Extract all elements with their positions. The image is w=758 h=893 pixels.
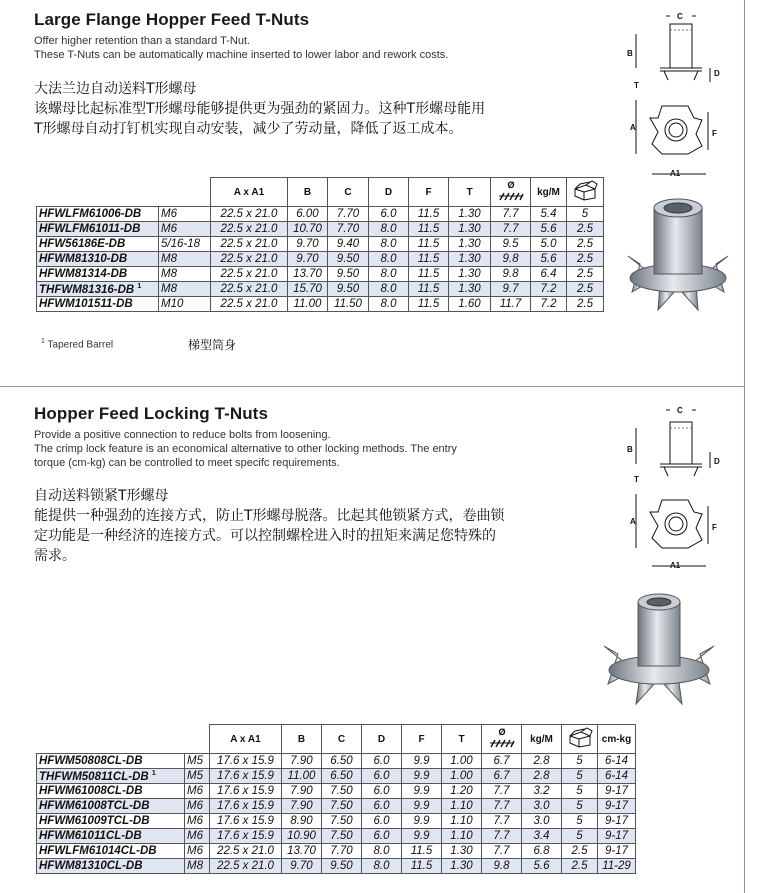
section1-cn-line2: T形螺母自动打钉机实现自动安装，减少了劳动量，降低了返工成本。 [34,121,463,137]
value-cell: 5 [562,814,598,829]
value-cell: 5.6 [531,252,567,267]
section-divider [0,386,744,387]
col-header-c: C [322,725,362,754]
value-cell: 9.50 [328,282,369,297]
value-cell: 5 [562,784,598,799]
value-cell: 9.9 [402,769,442,784]
value-cell: 1.30 [449,207,491,222]
col-header-d: D [362,725,402,754]
value-cell: 9.9 [402,799,442,814]
value-cell: 3.0 [522,814,562,829]
col-header-box [567,178,604,207]
part-code-cell: HFWLFM61014CL-DB [37,844,185,859]
thread-size-cell: M10 [159,297,211,312]
col-header-c: C [328,178,369,207]
tnut-photo-icon [596,588,722,708]
svg-text:T: T [634,81,639,90]
value-cell: 7.50 [322,829,362,844]
table-row [37,237,604,252]
col-header-box [562,725,598,754]
tnut-top-view-icon [622,96,732,186]
svg-text:A1: A1 [670,169,681,178]
value-cell: 5.6 [531,222,567,237]
thread-size-cell: M6 [159,207,211,222]
thread-size-cell: M8 [185,859,210,874]
value-cell: 8.0 [369,237,409,252]
part-code-cell: HFWLFM61006-DB [37,207,159,222]
section2-cn-line2: 定功能是一种经济的连接方式。可以控制螺栓进入时的扭矩来满足您特殊的 [34,528,496,544]
part-code-cell: HFWLFM61011-DB [37,222,159,237]
value-cell: 7.90 [282,799,322,814]
value-cell: 7.2 [531,282,567,297]
svg-text:Ø: Ø [497,726,506,737]
part-code-cell: HFWM81310-DB [37,252,159,267]
col-header-f: F [402,725,442,754]
value-cell: 7.7 [482,799,522,814]
value-cell: 22.5 x 21.0 [211,267,288,282]
section1-desc-line1: Offer higher retention than a standard T-Nut. [34,35,251,47]
value-cell: 6-14 [598,769,636,784]
value-cell: 3.0 [522,799,562,814]
section1-footnote: $^1$ Tapered Barrel [41,338,114,351]
value-cell: 9.50 [328,267,369,282]
svg-text:A: A [630,123,636,132]
value-cell: 2.5 [567,237,604,252]
value-cell: 11.5 [409,282,449,297]
value-cell: 9.9 [402,829,442,844]
table-row [37,252,604,267]
value-cell: 17.6 x 15.9 [210,799,282,814]
value-cell: 9.70 [288,252,328,267]
value-cell: 6-14 [598,754,636,769]
section1-spec-table [36,177,604,312]
value-cell: 7.7 [482,814,522,829]
value-cell: 22.5 x 21.0 [211,237,288,252]
part-code-cell: HFWM81310CL-DB [37,859,185,874]
value-cell: 6.0 [362,754,402,769]
value-cell: 7.50 [322,799,362,814]
value-cell: 9.70 [288,237,328,252]
thread-size-cell: M5 [185,769,210,784]
svg-text:Ø: Ø [506,179,515,190]
col-header-b: B [288,178,328,207]
value-cell: 5 [562,769,598,784]
col-header-b: B [282,725,322,754]
value-cell: 1.30 [449,282,491,297]
value-cell: 8.0 [369,222,409,237]
value-cell: 6.0 [362,829,402,844]
value-cell: 6.0 [362,799,402,814]
value-cell: 13.70 [288,267,328,282]
value-cell: 17.6 x 15.9 [210,814,282,829]
svg-text:B: B [627,445,633,454]
value-cell: 9.9 [402,814,442,829]
value-cell: 2.5 [562,844,598,859]
thread-diameter-icon [495,180,527,202]
value-cell: 1.30 [442,844,482,859]
value-cell: 9-17 [598,784,636,799]
section2-cn-line1: 能提供一种强劲的连接方式，防止T形螺母脱落。比起其他锁紧方式，卷曲锁 [34,508,505,524]
value-cell: 8.90 [282,814,322,829]
table-row [37,754,636,769]
value-cell: 1.30 [442,859,482,874]
value-cell: 6.0 [362,814,402,829]
value-cell: 7.7 [482,829,522,844]
part-code-cell: HFWM81314-DB [37,267,159,282]
svg-text:D: D [714,457,720,466]
value-cell: 11.5 [409,222,449,237]
col-header-axa1: A x A1 [211,178,288,207]
section1-desc-line2: These T-Nuts can be automatically machine inserted to lower labor and rework costs. [34,49,449,61]
thread-size-cell: M8 [159,252,211,267]
tnut-side-view-icon [622,402,732,482]
value-cell: 6.4 [531,267,567,282]
value-cell: 7.7 [482,844,522,859]
section2-cn-title: 自动送料锁紧T形螺母 [34,488,169,504]
value-cell: 17.6 x 15.9 [210,829,282,844]
value-cell: 1.30 [449,252,491,267]
value-cell: 11.00 [288,297,328,312]
table-row [37,267,604,282]
tnut-side-view-icon [622,8,732,88]
value-cell: 8.0 [362,859,402,874]
value-cell: 8.0 [369,267,409,282]
value-cell: 5.0 [531,237,567,252]
value-cell: 7.70 [328,222,369,237]
value-cell: 22.5 x 21.0 [211,222,288,237]
value-cell: 11.5 [402,844,442,859]
thread-size-cell: M8 [159,267,211,282]
value-cell: 7.50 [322,814,362,829]
value-cell: 11.50 [328,297,369,312]
value-cell: 5.6 [522,859,562,874]
value-cell: 9-17 [598,799,636,814]
value-cell: 8.0 [362,844,402,859]
col-header-d: D [369,178,409,207]
col-header-cmkg: cm-kg [598,725,636,754]
value-cell: 11.5 [409,237,449,252]
thread-size-cell: 5/16-18 [159,237,211,252]
svg-text:A1: A1 [670,561,681,570]
section2-desc-line1: Provide a positive connection to reduce bolts from loosening. [34,429,331,441]
value-cell: 2.5 [567,282,604,297]
col-header-thread [491,178,531,207]
table-row [37,784,636,799]
table-row [37,769,636,784]
value-cell: 6.00 [288,207,328,222]
value-cell: 1.00 [442,769,482,784]
value-cell: 11.5 [409,252,449,267]
value-cell: 8.0 [369,297,409,312]
col-header-t: T [442,725,482,754]
value-cell: 5 [562,829,598,844]
value-cell: 7.7 [491,222,531,237]
value-cell: 3.2 [522,784,562,799]
value-cell: 9.8 [482,859,522,874]
part-code-cell: HFWM50808CL-DB [37,754,185,769]
value-cell: 5 [562,799,598,814]
value-cell: 2.5 [567,267,604,282]
table-row [37,829,636,844]
value-cell: 11.5 [409,267,449,282]
value-cell: 11.00 [282,769,322,784]
value-cell: 10.70 [288,222,328,237]
value-cell: 2.5 [567,252,604,267]
value-cell: 1.30 [449,267,491,282]
table-row [37,859,636,874]
value-cell: 6.8 [522,844,562,859]
section1-cn-title: 大法兰边自动送料T形螺母 [34,81,197,97]
value-cell: 5.4 [531,207,567,222]
section1-title: Large Flange Hopper Feed T-Nuts [34,10,310,29]
thread-size-cell: M6 [185,844,210,859]
svg-text:A: A [630,517,636,526]
section1-cn-line1: 该螺母比起标准型T形螺母能够提供更为强劲的紧固力。这种T形螺母能用 [34,101,486,117]
value-cell: 22.5 x 21.0 [210,844,282,859]
value-cell: 6.7 [482,769,522,784]
value-cell: 17.6 x 15.9 [210,769,282,784]
box-quantity-icon [567,728,593,748]
value-cell: 22.5 x 21.0 [211,207,288,222]
col-header-kgm: kg/M [531,178,567,207]
value-cell: 7.7 [491,207,531,222]
col-header-f: F [409,178,449,207]
tnut-top-view-icon [622,490,732,580]
thread-size-cell: M8 [159,282,211,297]
svg-text:F: F [712,129,717,138]
part-code-cell: HFWM101511-DB [37,297,159,312]
value-cell: 5 [562,754,598,769]
svg-text:F: F [712,523,717,532]
thread-size-cell: M6 [185,799,210,814]
value-cell: 7.2 [531,297,567,312]
tnut-photo-icon [618,196,738,314]
value-cell: 1.10 [442,814,482,829]
table-row [37,207,604,222]
value-cell: 3.4 [522,829,562,844]
table-row [37,282,604,297]
value-cell: 7.7 [482,784,522,799]
table-row [37,222,604,237]
value-cell: 6.50 [322,769,362,784]
table-row [37,799,636,814]
value-cell: 7.50 [322,784,362,799]
value-cell: 2.8 [522,754,562,769]
value-cell: 7.90 [282,754,322,769]
value-cell: 9.70 [282,859,322,874]
part-code-cell: THFWM50811CL-DB $^1$ [37,769,185,784]
section2-desc-line3: torque (cm-kg) can be controlled to meet specifc requirements. [34,457,340,469]
section1-footnote-cn: 梯型筒身 [188,338,237,352]
value-cell: 9.8 [491,267,531,282]
thread-size-cell: M6 [185,814,210,829]
value-cell: 9.9 [402,754,442,769]
value-cell: 1.30 [449,222,491,237]
table-row [37,297,604,312]
value-cell: 2.5 [562,859,598,874]
right-divider [744,0,745,893]
value-cell: 11.5 [409,297,449,312]
svg-text:C: C [677,12,683,21]
value-cell: 2.5 [567,297,604,312]
value-cell: 8.0 [369,252,409,267]
value-cell: 7.70 [322,844,362,859]
col-header-t: T [449,178,491,207]
value-cell: 6.0 [369,207,409,222]
value-cell: 2.5 [567,222,604,237]
table-row [37,844,636,859]
value-cell: 11-29 [598,859,636,874]
value-cell: 9-17 [598,844,636,859]
value-cell: 9.50 [322,859,362,874]
value-cell: 9.5 [491,237,531,252]
svg-text:C: C [677,406,683,415]
col-header-thread [482,725,522,754]
box-quantity-icon [572,181,598,201]
value-cell: 9.8 [491,252,531,267]
section2-cn-line3: 需求。 [34,548,76,564]
value-cell: 1.30 [449,237,491,252]
value-cell: 1.10 [442,829,482,844]
value-cell: 10.90 [282,829,322,844]
col-header-kgm: kg/M [522,725,562,754]
svg-text:D: D [714,69,720,78]
value-cell: 22.5 x 21.0 [210,859,282,874]
value-cell: 7.90 [282,784,322,799]
value-cell: 9.40 [328,237,369,252]
value-cell: 6.50 [322,754,362,769]
table-row [37,814,636,829]
value-cell: 7.70 [328,207,369,222]
value-cell: 22.5 x 21.0 [211,297,288,312]
value-cell: 9-17 [598,829,636,844]
part-code-cell: HFWM61008TCL-DB [37,799,185,814]
value-cell: 17.6 x 15.9 [210,754,282,769]
section2-title: Hopper Feed Locking T-Nuts [34,404,269,423]
value-cell: 6.0 [362,784,402,799]
value-cell: 9.7 [491,282,531,297]
value-cell: 9.50 [328,252,369,267]
part-code-cell: HFW56186E-DB [37,237,159,252]
value-cell: 13.70 [282,844,322,859]
value-cell: 2.8 [522,769,562,784]
value-cell: 17.6 x 15.9 [210,784,282,799]
value-cell: 5 [567,207,604,222]
part-code-cell: HFWM61011CL-DB [37,829,185,844]
part-code-cell: THFWM81316-DB $^1$ [37,282,159,297]
value-cell: 11.7 [491,297,531,312]
value-cell: 1.10 [442,799,482,814]
value-cell: 22.5 x 21.0 [211,282,288,297]
part-code-cell: HFWM61008CL-DB [37,784,185,799]
value-cell: 15.70 [288,282,328,297]
value-cell: 22.5 x 21.0 [211,252,288,267]
value-cell: 9-17 [598,814,636,829]
svg-text:T: T [634,475,639,484]
value-cell: 9.9 [402,784,442,799]
col-header-axa1: A x A1 [210,725,282,754]
value-cell: 1.20 [442,784,482,799]
thread-size-cell: M5 [185,754,210,769]
thread-size-cell: M6 [159,222,211,237]
value-cell: 8.0 [369,282,409,297]
section2-spec-table [36,724,636,874]
value-cell: 1.60 [449,297,491,312]
value-cell: 11.5 [402,859,442,874]
value-cell: 11.5 [409,207,449,222]
value-cell: 6.0 [362,769,402,784]
part-code-cell: HFWM61009TCL-DB [37,814,185,829]
thread-size-cell: M6 [185,829,210,844]
thread-diameter-icon [486,727,518,749]
thread-size-cell: M6 [185,784,210,799]
value-cell: 6.7 [482,754,522,769]
section2-desc-line2: The crimp lock feature is an economical alternative to other locking methods. The entry [34,443,457,455]
svg-text:B: B [627,49,633,58]
value-cell: 1.00 [442,754,482,769]
